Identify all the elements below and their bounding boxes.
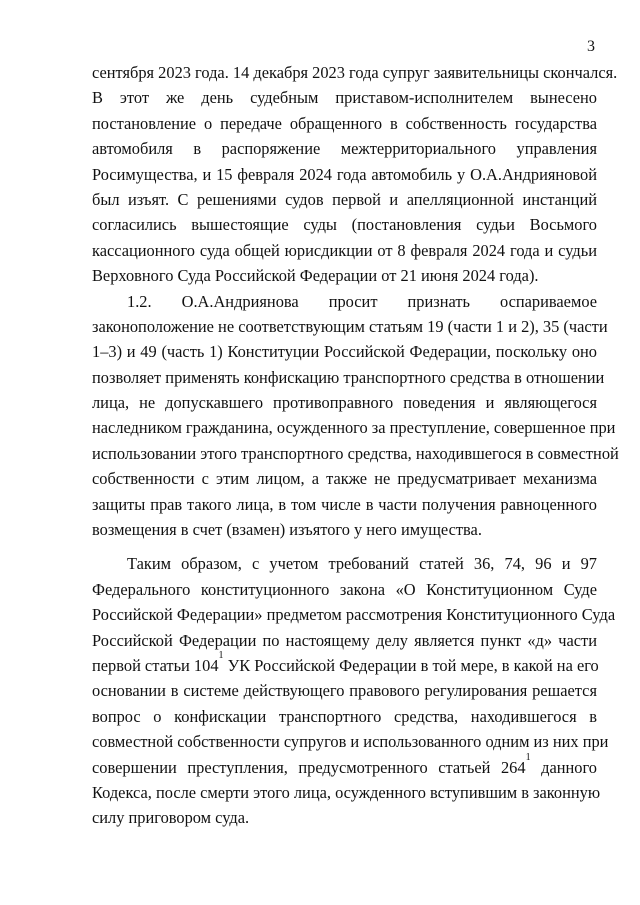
text-line: защиты прав такого лица, в том числе в части получения равноценного [92,494,597,514]
text-line [92,751,597,780]
text-line: согласились вышестоящие суды (постановления судьи Восьмого [92,215,597,235]
text-line: сентября 2023 года. 14 декабря 2023 года супруг заявительницы скончался. [92,63,618,82]
text-line: кассационного суда общей юрисдикции от 8 февраля 2024 года и судьи [92,240,597,260]
text-line: возмещения в счет (взамен) изъятого у него имущества. [92,520,482,540]
text-line: автомобиля в распоряжение межтерриториального управления [92,139,597,159]
text-line: 1–3) и 49 (часть 1) Конституции Российской Федерации, поскольку оно [92,342,597,362]
text-fragment: первой статьи 104 [92,655,219,675]
text-line: законоположение не соответствующим статьям 19 (части 1 и 2), 35 (части [92,316,608,336]
text-line: основании в системе действующего правового регулирования решается [92,681,597,701]
text-line: Российской Федерации» предметом рассмотрения Конституционного Суда [92,605,616,625]
text-line: В этот же день судебным приставом-исполнителем вынесено [92,88,597,108]
text-line: 1.2. О.А.Андриянова просит признать оспариваемое [127,291,597,311]
text-fragment: данного [530,757,597,777]
text-line: наследником гражданина, осужденного за преступление, совершенное при [92,418,616,438]
page-number: 3 [587,38,595,55]
text-line: постановление о передаче обращенного в собственность государства [92,113,597,133]
text-line: был изъят. С решениями судов первой и апелляционной инстанций [92,189,597,209]
text-line: Федерального конституционного закона «О Конституционном Суде [92,579,597,599]
text-line: лица, не допускавшего противоправного поведения и являющегося [92,393,597,413]
text-line: Российской Федерации по настоящему делу является пункт «д» части [92,630,597,650]
superscript: 1 [525,751,531,763]
document-body [92,60,619,831]
text-line: использовании этого транспортного средства, находившегося в совместной [92,443,619,463]
text-line: позволяет применять конфискацию транспортного средства в отношении [92,367,605,387]
text-line: Кодекса, после смерти этого лица, осужденного вступившим в законную [92,782,601,802]
text-fragment: УК Российской Федерации в той мере, в какой на его [223,655,599,675]
superscript: 1 [218,649,224,661]
text-line: собственности с этим лицом, а также не предусматривает механизма [92,469,597,489]
text-line: Верховного Суда Российской Федерации от 21 июня 2024 года). [92,266,539,286]
paragraph-gap [92,542,597,551]
text-line: Росимущества, и 15 февраля 2024 года автомобиль у О.А.Андрияновой [92,164,597,184]
text-line: совместной собственности супругов и использованного одним из них при [92,732,609,752]
text-line: Таким образом, с учетом требований статей 36, 74, 96 и 97 [127,554,597,574]
text-line: силу приговором суда. [92,808,250,828]
text-line [92,649,599,678]
text-line: вопрос о конфискации транспортного средства, находившегося в [92,706,597,726]
text-fragment: совершении преступления, предусмотренного статьей 264 [92,757,526,777]
